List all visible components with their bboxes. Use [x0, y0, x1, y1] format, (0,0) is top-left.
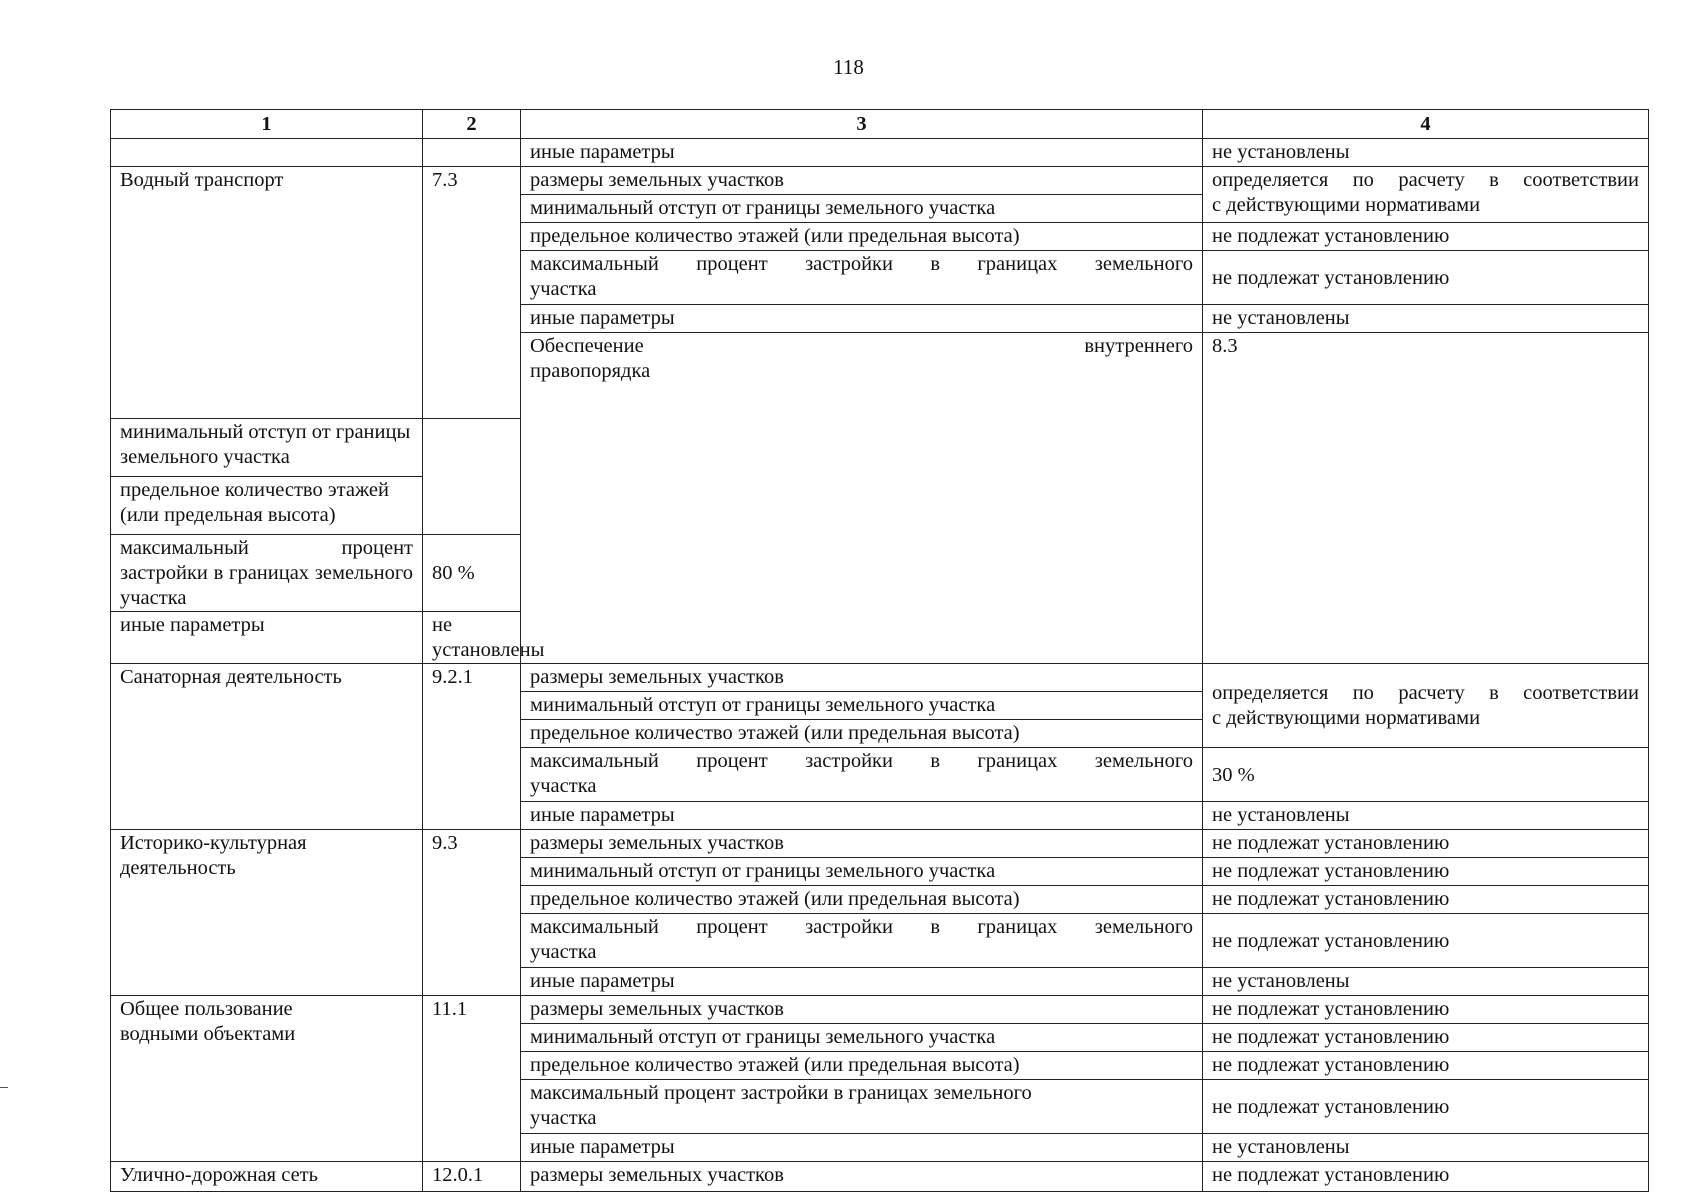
value-cell: не подлежат установлению — [1203, 830, 1649, 858]
param-cell: предельное количество этажей (или предельная высота) — [521, 720, 1203, 748]
header-col-3: 3 — [521, 110, 1203, 139]
value-cell: не установлены — [1203, 968, 1649, 996]
table-row — [111, 139, 1649, 167]
group-code-cell: 9.2.1 — [423, 664, 521, 830]
zoning-parameters-table — [110, 109, 1649, 1192]
group-code-cell: 8.3 — [1203, 333, 1649, 664]
param-cell — [521, 748, 1203, 802]
value-cell: не установлены — [1203, 305, 1649, 333]
value-cell: не установлены — [1203, 139, 1649, 167]
param-line: участка — [530, 278, 597, 300]
table-row — [111, 1162, 1649, 1192]
group-name-cell: Санаторная деятельность — [111, 664, 423, 830]
group-name-cell: Улично-дорожная сеть — [111, 1162, 423, 1192]
param-line: максимальный процент застройки в границах земельного — [530, 750, 1193, 772]
param-cell — [111, 535, 423, 612]
param-cell: размеры земельных участков — [521, 830, 1203, 858]
param-cell: иные параметры — [111, 612, 423, 664]
param-cell: иные параметры — [521, 139, 1203, 167]
param-cell: предельное количество этажей (или предельная высота) — [111, 476, 423, 534]
value-cell: не подлежат установлению — [1203, 1024, 1649, 1052]
param-line: участка — [530, 1107, 597, 1129]
param-cell: предельное количество этажей (или предельная высота) — [521, 223, 1203, 251]
param-line: участка — [120, 587, 187, 609]
value-cell — [1203, 664, 1649, 748]
value-cell: не подлежат установлению — [1203, 858, 1649, 886]
param-cell: минимальный отступ от границы земельного участка — [521, 1024, 1203, 1052]
table-row — [111, 830, 1649, 858]
value-cell: не подлежат установлению — [1203, 251, 1649, 305]
group-name-cell: Водный транспорт — [111, 167, 423, 419]
param-line: максимальный процент застройки в границах земельного — [530, 253, 1193, 275]
value-cell: не подлежат установлению — [1203, 886, 1649, 914]
value-line: определяется по расчету в соответствии — [1212, 169, 1639, 191]
param-cell — [521, 251, 1203, 305]
param-cell: размеры земельных участков — [521, 1162, 1203, 1192]
param-cell — [521, 1080, 1203, 1134]
value-cell: 80 % — [423, 535, 521, 612]
value-cell: 30 % — [1203, 748, 1649, 802]
param-cell: иные параметры — [521, 968, 1203, 996]
group-code-cell: 11.1 — [423, 996, 521, 1162]
table-header-row — [111, 110, 1649, 139]
group-name-line: Обеспечение внутреннего — [530, 335, 1193, 357]
value-cell: не установлены — [1203, 1134, 1649, 1162]
value-cell: не подлежат установлению — [1203, 1162, 1649, 1192]
param-cell: минимальный отступ от границы земельного участка — [521, 195, 1203, 223]
group-code-cell — [423, 139, 521, 167]
value-line: с действующими нормативами — [1212, 707, 1481, 729]
param-cell: минимальный отступ от границы земельного участка — [521, 858, 1203, 886]
param-cell — [521, 914, 1203, 968]
value-line: с действующими нормативами — [1212, 194, 1481, 216]
page-number: 118 — [833, 55, 864, 79]
value-cell: не установлены — [1203, 802, 1649, 830]
param-cell: иные параметры — [521, 305, 1203, 333]
table-row — [111, 996, 1649, 1024]
value-cell: не подлежат установлению — [1203, 914, 1649, 968]
value-cell — [1203, 167, 1649, 223]
group-name-cell — [521, 333, 1203, 664]
value-cell: не подлежат установлению — [1203, 1052, 1649, 1080]
table-row — [111, 167, 1649, 195]
group-code-cell: 12.0.1 — [423, 1162, 521, 1192]
group-name-line: водными объектами — [120, 1023, 296, 1045]
group-name-line: Общее пользование — [120, 998, 293, 1020]
group-name-cell — [111, 139, 423, 167]
group-name-line: правопорядка — [530, 360, 651, 382]
param-cell: размеры земельных участков — [521, 664, 1203, 692]
param-line: участка — [530, 941, 597, 963]
value-cell: не подлежат установлению — [1203, 223, 1649, 251]
group-name-cell — [111, 830, 423, 996]
param-line: участка — [530, 775, 597, 797]
param-cell: иные параметры — [521, 802, 1203, 830]
value-cell: не подлежат установлению — [1203, 996, 1649, 1024]
param-line: максимальный процент застройки в границах земельного — [530, 916, 1193, 938]
table-row — [111, 664, 1649, 692]
margin-mark — [0, 1087, 8, 1088]
param-cell: предельное количество этажей (или предельная высота) — [521, 886, 1203, 914]
param-line: максимальный процент застройки в границах земельного — [530, 1082, 1032, 1104]
group-code-cell: 9.3 — [423, 830, 521, 996]
param-line: максимальный процент застройки в границах земельного — [120, 537, 413, 584]
header-col-1: 1 — [111, 110, 423, 139]
param-cell: размеры земельных участков — [521, 996, 1203, 1024]
group-name-cell — [111, 996, 423, 1162]
param-cell: предельное количество этажей (или предельная высота) — [521, 1052, 1203, 1080]
value-cell: не установлены — [423, 612, 521, 664]
param-cell: иные параметры — [521, 1134, 1203, 1162]
param-cell: минимальный отступ от границы земельного участка — [521, 692, 1203, 720]
group-name-line: Историко-культурная — [120, 832, 307, 854]
group-code-cell: 7.3 — [423, 167, 521, 419]
value-line: определяется по расчету в соответствии — [1212, 682, 1639, 704]
param-cell: минимальный отступ от границы земельного участка — [111, 418, 423, 476]
header-col-4: 4 — [1203, 110, 1649, 139]
value-cell: не подлежат установлению — [1203, 1080, 1649, 1134]
group-name-line: деятельность — [120, 857, 236, 879]
param-cell: размеры земельных участков — [521, 167, 1203, 195]
header-col-2: 2 — [423, 110, 521, 139]
